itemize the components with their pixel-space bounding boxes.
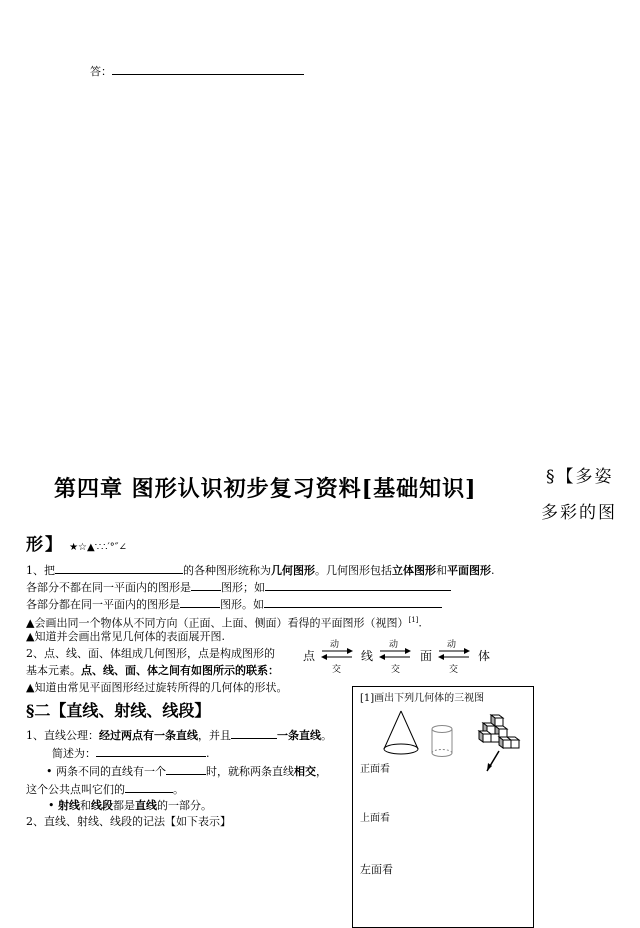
arrow-label-bottom: 交 <box>449 665 459 675</box>
bold-text: 射线 <box>58 799 80 812</box>
content-line-4 <box>26 613 422 631</box>
diagram-arrow-pair-3 <box>439 638 469 675</box>
blank <box>191 579 221 591</box>
stacked-cubes-icon <box>477 713 523 775</box>
text: 的各种图形统称为 <box>183 564 271 577</box>
diagram-item-solid: 体 <box>478 649 491 663</box>
diagram-item-point: 点 <box>303 649 316 663</box>
answer-line <box>90 63 304 79</box>
text: 和 <box>80 799 91 812</box>
text: ， <box>315 765 327 778</box>
arrow-label-top: 动 <box>389 640 399 650</box>
text: 图形。如 <box>220 598 264 611</box>
text: 和 <box>436 564 447 577</box>
diagram-item-line: 线 <box>361 649 374 663</box>
symbol-row: ★☆▲∵∴′°″∠ <box>69 542 127 553</box>
content-line-6: 2、点、线、面、体组成几何图形，点是构成图形的 <box>26 647 275 660</box>
cylinder-icon <box>429 723 455 761</box>
answer-label: 答： <box>90 65 112 78</box>
blank <box>55 562 183 574</box>
top-view-label: 上面看 <box>360 813 390 824</box>
blank <box>96 745 206 757</box>
bold-text: 相交 <box>293 765 316 778</box>
blank <box>264 596 442 608</box>
text: . <box>206 747 210 760</box>
blank <box>125 781 173 793</box>
text: 1、把 <box>26 564 55 577</box>
diagram-arrow-pair-1 <box>322 638 352 675</box>
arrow-label-bottom: 交 <box>391 665 401 675</box>
text: 。 <box>321 729 332 742</box>
text: . <box>418 616 422 630</box>
cone-icon <box>381 709 421 759</box>
blank <box>265 579 451 591</box>
three-views-title: [1]画出下列几何体的三视图 <box>360 693 485 704</box>
arrow-label-bottom: 交 <box>332 665 342 675</box>
term-geometric-figure: 几何图形 <box>271 564 315 577</box>
text: 简述为： <box>52 747 96 760</box>
section2-line-3 <box>46 763 327 779</box>
arrow-label-top: 动 <box>447 640 457 650</box>
content-line-7 <box>26 664 279 678</box>
text: 时，就称两条直线 <box>205 765 294 778</box>
section2-line-6: 2、直线、射线、线段的记法【如下表示】 <box>26 815 231 828</box>
left-view-label: 左面看 <box>360 863 393 876</box>
section2-line-5 <box>48 799 212 813</box>
text: ，并且 <box>198 729 231 742</box>
front-view-label: 正面看 <box>360 764 390 775</box>
content-line-3 <box>26 596 442 612</box>
term-plane-figure: 平面图形 <box>447 564 491 577</box>
text: 1、直线公理： <box>26 729 99 742</box>
bold-text: 点、线、面、体之间有如图所示的联系： <box>81 664 279 677</box>
bold-text: 直线 <box>135 799 157 812</box>
diagram-arrow-pair-2 <box>380 638 410 675</box>
text: 各部分不都在同一平面内的图形是 <box>26 581 191 594</box>
arrow-label-top: 动 <box>330 640 340 650</box>
term-solid-figure: 立体图形 <box>392 564 436 577</box>
section1-title-line3 <box>26 530 127 555</box>
text: 都是 <box>113 799 135 812</box>
content-line-1 <box>26 562 495 578</box>
footnote-ref: [1] <box>408 616 419 624</box>
section1-title-part1: §【多姿 <box>546 467 614 487</box>
chapter-title: 第四章 图形认识初步复习资料[基础知识] <box>54 476 477 502</box>
diagram-item-surface: 面 <box>420 649 433 663</box>
content-line-8: ▲知道由常见平面图形经过旋转所得的几何体的形状。 <box>26 681 288 694</box>
text: • <box>48 799 58 812</box>
three-views-box <box>352 686 534 928</box>
section1-title-part3: 形】 <box>26 535 64 555</box>
text: ▲会画出同一个物体从不同方向（正面、上面、侧面）看得的平面图形（视图） <box>26 616 409 630</box>
content-line-2 <box>26 579 451 595</box>
text: 各部分都在同一平面内的图形是 <box>26 598 180 611</box>
point-line-surface-solid-diagram <box>300 636 500 680</box>
content-line-5: ▲知道并会画出常见几何体的表面展开图. <box>26 630 225 643</box>
blank <box>231 727 277 739</box>
text: 基本元素。 <box>26 664 81 677</box>
text: 这个公共点叫它们的 <box>26 783 125 796</box>
text: 的一部分。 <box>157 799 212 812</box>
blank <box>180 596 220 608</box>
text: 图形；如 <box>221 581 265 594</box>
section2-title: §二【直线、射线、线段】 <box>26 701 211 720</box>
text: 。 <box>173 783 184 796</box>
answer-blank <box>112 63 304 75</box>
text: 。几何图形包括 <box>315 564 392 577</box>
bold-text: 线段 <box>91 799 113 812</box>
section2-line-1 <box>26 727 332 743</box>
section1-title-part2: 多彩的图 <box>541 503 617 523</box>
bold-text: 经过两点有一条直线 <box>99 729 198 742</box>
text: . <box>491 564 495 577</box>
bold-text: 一条直线 <box>277 729 321 742</box>
text: • 两条不同的直线有一个 <box>46 765 166 778</box>
blank <box>166 763 206 775</box>
section2-line-4 <box>26 781 184 797</box>
section2-line-2 <box>52 745 210 761</box>
